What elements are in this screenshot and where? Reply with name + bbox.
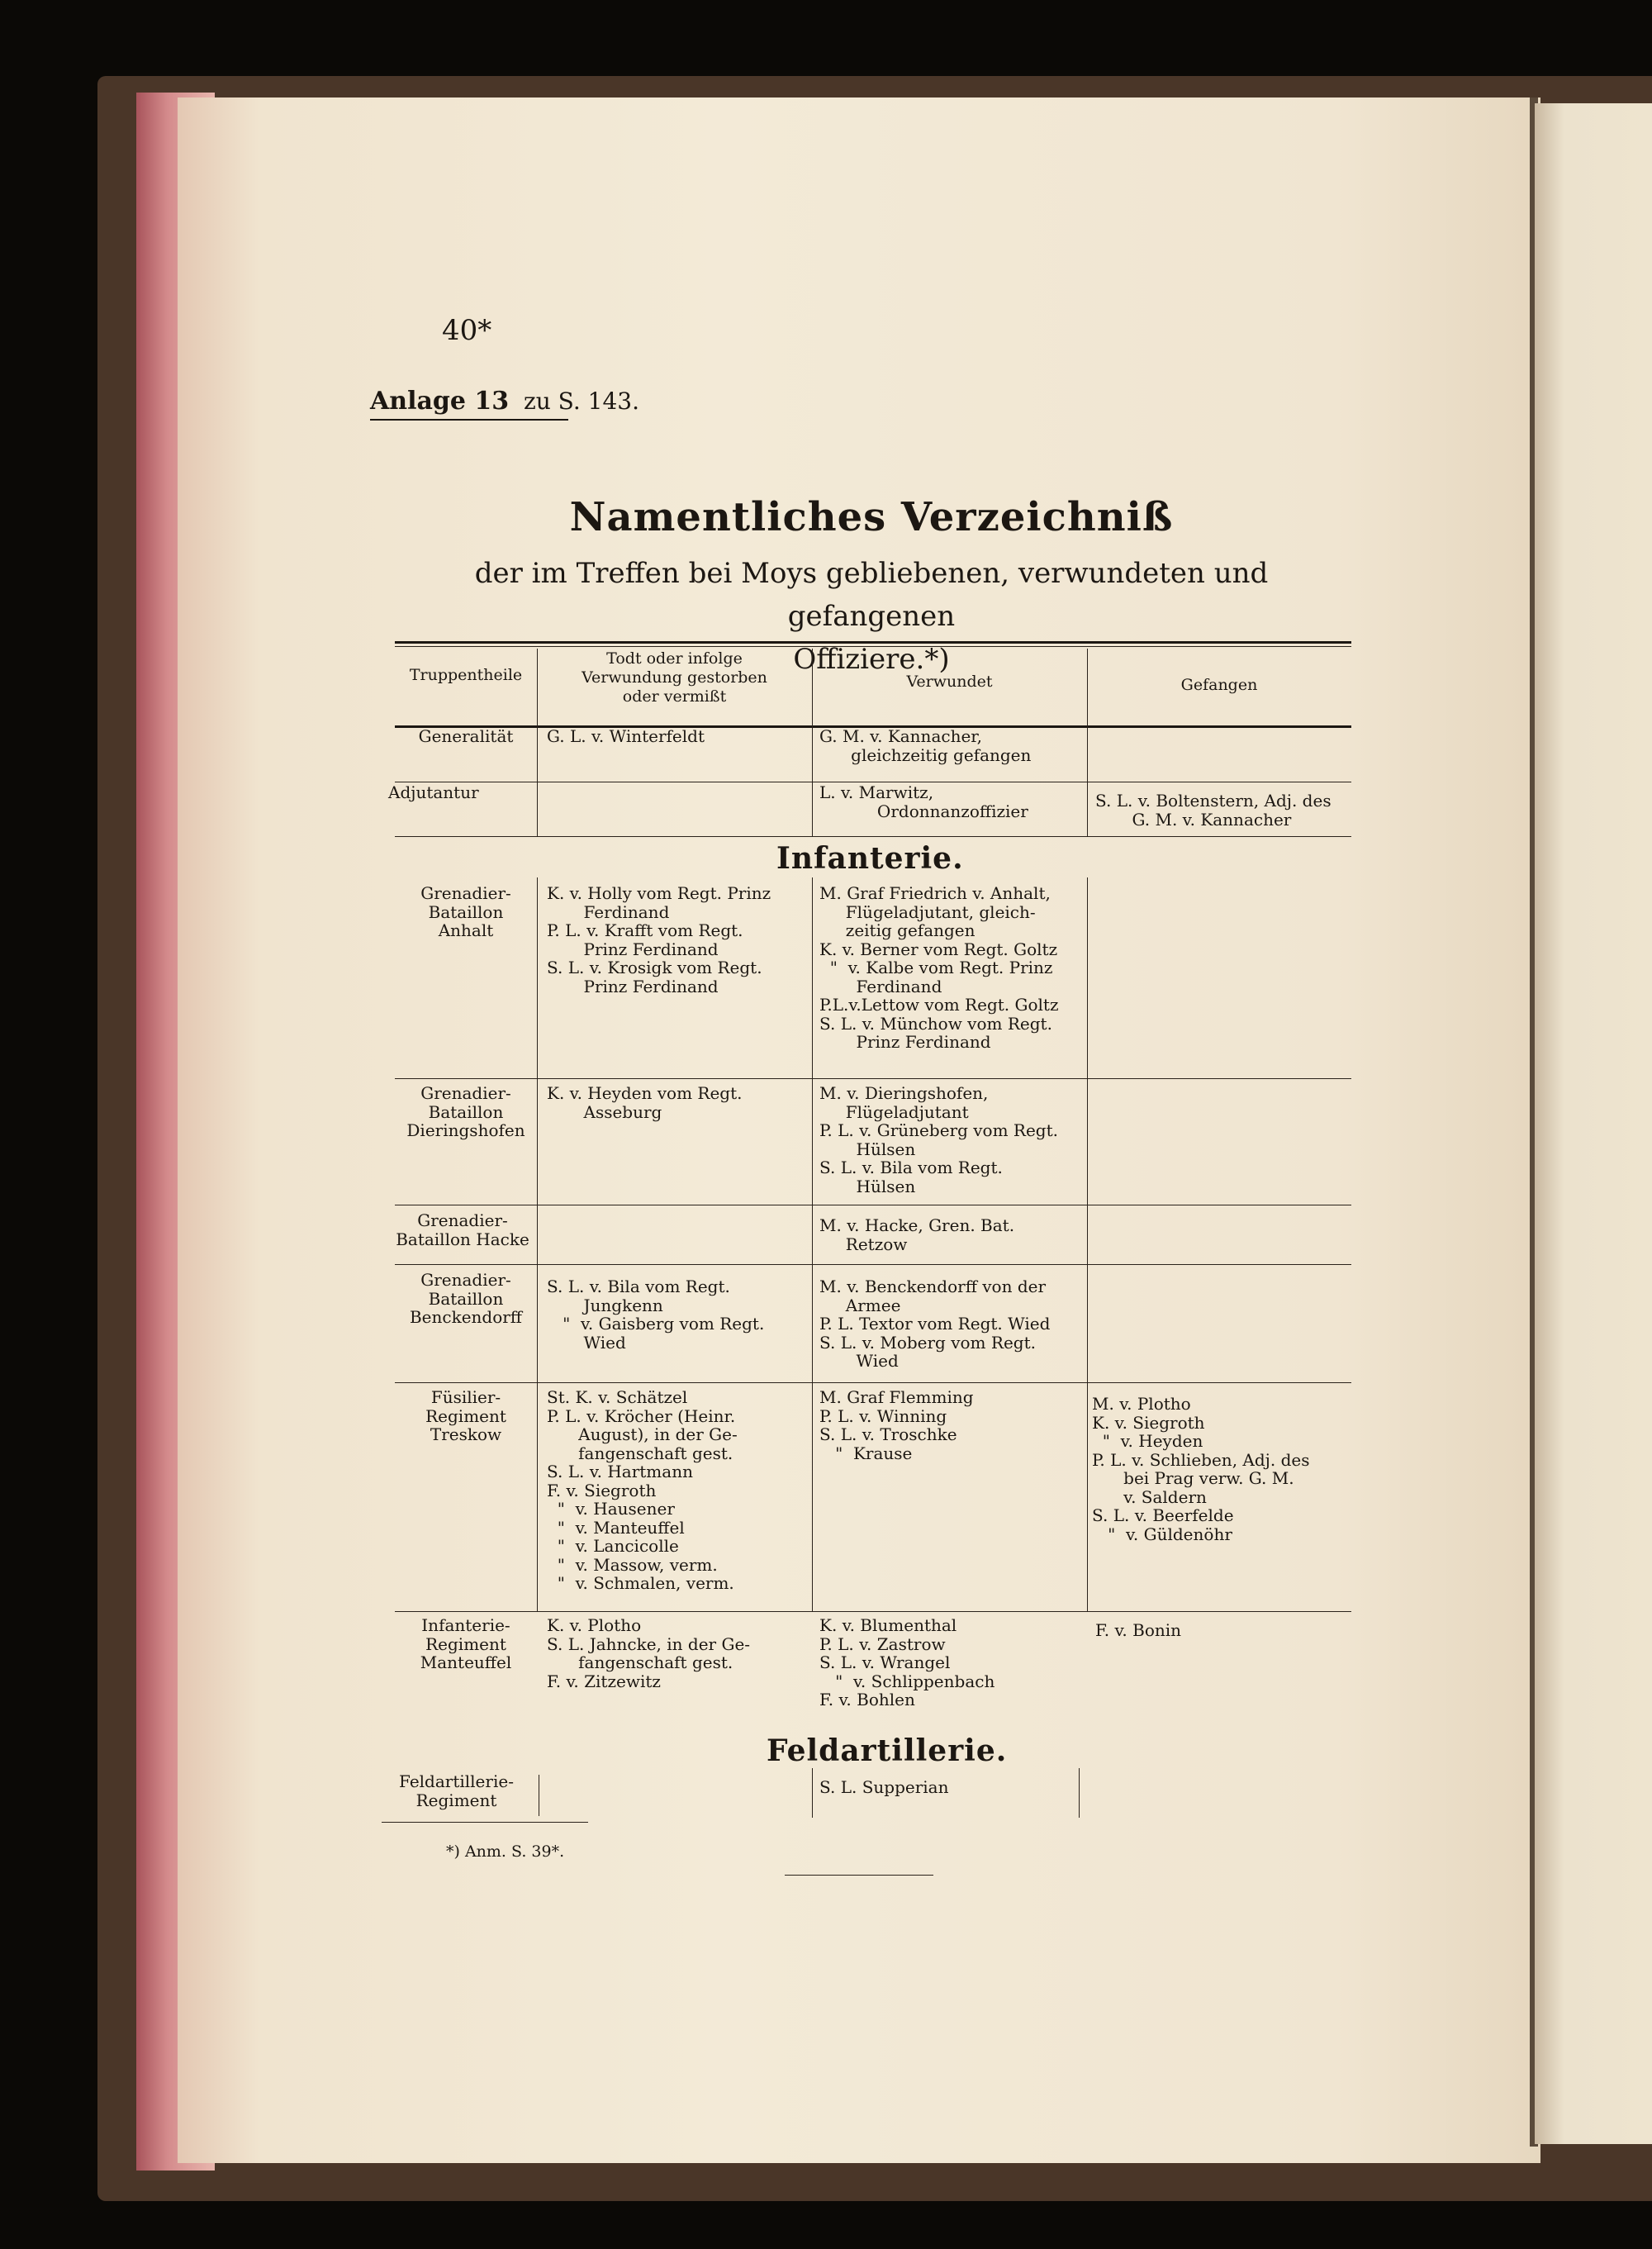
subtitle-line-1: der im Treffen bei Moys gebliebenen, verwundeten und gefangenen	[474, 557, 1269, 633]
cell-dead: St. K. v. Schätzel P. L. v. Kröcher (Heinr. August), in der Ge- fangenschaft gest. S. L. v. Hartmann F. v. Siegroth " v. Hausener " v. Manteuffel " v. Lancicolle " v. Massow, verm. " v. Schmalen, verm.	[547, 1387, 738, 1593]
cell-wounded: M. Graf Flemming P. L. v. Winning S. L. v. Troschke " Krause	[819, 1387, 974, 1463]
cell-wounded: M. Graf Friedrich v. Anhalt, Flügeladjutant, gleich- zeitig gefangen K. v. Berner vom Regt. Goltz " v. Kalbe vom Regt. Prinz Ferdinand P.L.v.Lettow vom Regt. Goltz S. L. v. Münchow vom Regt. Prinz Ferdinand	[819, 883, 1059, 1052]
row-divider	[395, 836, 1351, 837]
column-line	[537, 877, 538, 1611]
table-top-rule-inner	[395, 646, 1351, 647]
page-right	[1535, 103, 1652, 2144]
table-top-rule	[395, 641, 1351, 644]
column-line	[1087, 877, 1088, 1611]
row-divider	[395, 1078, 1351, 1079]
subtitle-line-2: Offiziere.*)	[793, 643, 950, 676]
row-divider	[395, 1264, 1351, 1265]
cell-wounded: S. L. Supperian	[819, 1777, 949, 1797]
header-truppentheile: Truppentheile	[409, 666, 523, 684]
row-divider	[395, 1382, 1351, 1383]
cell-dead: K. v. Plotho S. L. Jahncke, in der Ge- fangenschaft gest. F. v. Zitzewitz	[547, 1615, 751, 1691]
cell-captured: S. L. v. Boltenstern, Adj. des G. M. v. Kannacher	[1095, 791, 1332, 830]
page-number: 40*	[442, 314, 492, 347]
column-line	[812, 877, 813, 1611]
cell-unit: Grenadier- Bataillon Hacke	[396, 1210, 529, 1249]
row-divider	[395, 1611, 1351, 1612]
cell-wounded: M. v. Benckendorff von der Armee P. L. Textor vom Regt. Wied S. L. v. Moberg vom Regt. Wied	[819, 1277, 1051, 1371]
column-line	[1079, 1768, 1080, 1818]
cell-unit: Infanterie- Regiment Manteuffel	[420, 1615, 512, 1672]
anlage-label	[370, 387, 639, 416]
header-gefangen: Gefangen	[1180, 676, 1258, 694]
cell-captured: F. v. Bonin	[1095, 1620, 1182, 1640]
cell-captured: M. v. Plotho K. v. Siegroth " v. Heyden P. L. v. Schlieben, Adj. des bei Prag verw. G. M. v. Saldern S. L. v. Beerfelde " v. Güldenöhr	[1092, 1394, 1310, 1544]
anlage-title: Anlage 13	[370, 387, 510, 416]
cell-wounded: L. v. Marwitz, Ordonnanzoffizier	[819, 782, 1028, 821]
cell-unit: Generalität	[418, 726, 514, 746]
cell-unit: Feldartillerie- Regiment	[399, 1771, 514, 1810]
cell-unit: Grenadier- Bataillon Dieringshofen	[406, 1083, 525, 1140]
cell-wounded: M. v. Hacke, Gren. Bat. Retzow	[819, 1215, 1015, 1254]
cell-dead: S. L. v. Bila vom Regt. Jungkenn " v. Gaisberg vom Regt. Wied	[547, 1277, 765, 1353]
end-rule	[785, 1875, 933, 1876]
header-verwundet: Verwundet	[906, 673, 993, 691]
cell-unit: Grenadier- Bataillon Benckendorff	[409, 1270, 523, 1327]
cell-unit: Grenadier- Bataillon Anhalt	[420, 883, 511, 940]
cell-wounded: K. v. Blumenthal P. L. v. Zastrow S. L. v. Wrangel " v. Schlippenbach F. v. Bohlen	[819, 1615, 995, 1709]
cell-wounded: G. M. v. Kannacher, gleichzeitig gefangen	[819, 726, 1032, 765]
cell-dead: G. L. v. Winterfeldt	[547, 726, 705, 746]
header-todt: Todt oder infolge Verwundung gestorben oder vermißt	[582, 649, 767, 706]
cell-unit: Füsilier- Regiment Treskow	[425, 1387, 506, 1444]
cell-wounded: M. v. Dieringshofen, Flügeladjutant P. L. v. Grüneberg vom Regt. Hülsen S. L. v. Bila vom Regt. Hülsen	[819, 1083, 1059, 1196]
cell-dead: K. v. Holly vom Regt. Prinz Ferdinand P. L. v. Krafft vom Regt. Prinz Ferdinand S. L. v. Krosigk vom Regt. Prinz Ferdinand	[547, 883, 771, 996]
table-bottom-rule	[382, 1822, 588, 1823]
footnote: *) Anm. S. 39*.	[446, 1842, 565, 1861]
anlage-underline	[370, 419, 568, 421]
cell-dead: K. v. Heyden vom Regt. Asseburg	[547, 1083, 743, 1122]
anlage-reference: zu S. 143.	[524, 388, 640, 415]
document-subtitle	[388, 552, 1355, 681]
column-line	[812, 1768, 813, 1818]
document-title: Namentliches Verzeichniß	[569, 494, 1174, 540]
cell-unit: Adjutantur	[388, 782, 479, 802]
section-infanterie: Infanterie.	[776, 841, 964, 876]
section-feldartillerie: Feldartillerie.	[767, 1733, 1008, 1768]
